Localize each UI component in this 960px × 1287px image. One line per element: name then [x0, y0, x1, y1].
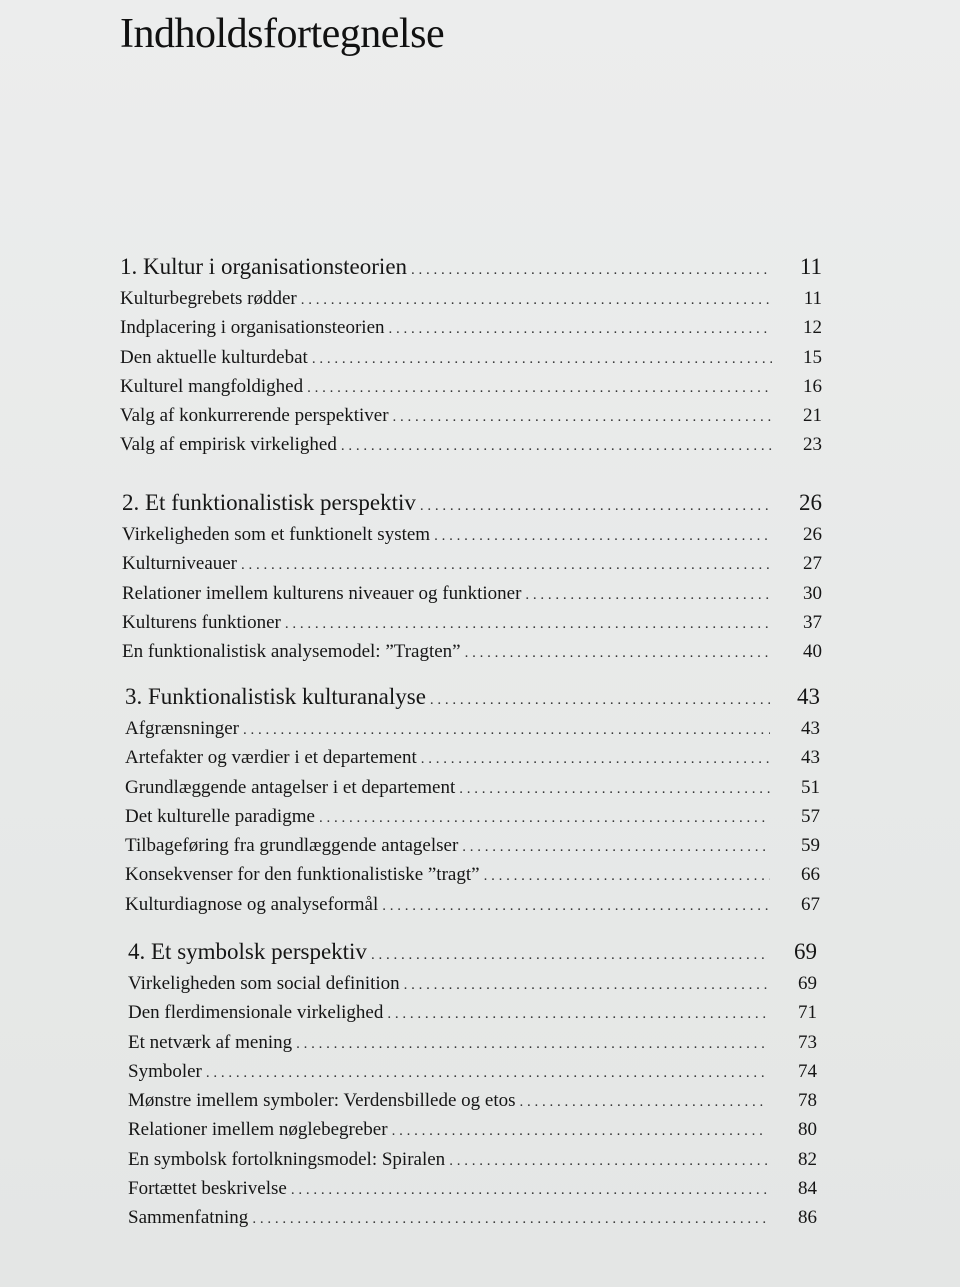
- page-number: 30: [803, 582, 822, 604]
- dot-leader: [520, 1094, 768, 1111]
- dot-leader: [411, 262, 772, 279]
- toc-entry: [128, 1002, 817, 1031]
- dot-leader: [387, 1006, 767, 1023]
- dot-leader: [296, 1036, 767, 1053]
- dot-leader: [404, 977, 767, 994]
- dot-leader: [484, 868, 770, 885]
- dot-leader: [449, 1153, 767, 1170]
- toc-entry: [125, 864, 820, 893]
- entry-title: Det kulturelle paradigme: [125, 805, 315, 827]
- entry-title: Relationer imellem kulturens niveauer og funktioner: [122, 582, 522, 604]
- entry-title: Kulturbegrebets rødder: [120, 288, 297, 309]
- toc-entry: [128, 1032, 817, 1061]
- page-number: 27: [803, 553, 822, 575]
- entry-title: Relationer imellem nøglebegreber: [128, 1119, 388, 1141]
- toc-entry: [122, 641, 822, 670]
- toc-entry: [120, 317, 822, 346]
- page-number: 59: [801, 835, 820, 857]
- dot-leader: [291, 1182, 767, 1199]
- page-number: 16: [803, 375, 822, 397]
- entry-title: Valg af empirisk virkelighed: [120, 434, 337, 456]
- chapter-section: [120, 254, 822, 464]
- chapter-heading: [128, 939, 817, 973]
- entry-title: 4. Et symbolsk perspektiv: [128, 939, 367, 964]
- dot-leader: [382, 898, 770, 915]
- toc-entry: [120, 288, 822, 317]
- page-number: 78: [798, 1090, 817, 1112]
- page-number: 11: [799, 254, 822, 279]
- chapter-heading: [122, 490, 822, 524]
- entry-title: Fortættet beskrivelse: [128, 1178, 287, 1200]
- dot-leader: [307, 380, 772, 397]
- toc-entry: [128, 1207, 817, 1236]
- entry-title: Kulturdiagnose og analyseformål: [125, 893, 379, 915]
- toc-entry: [120, 405, 822, 434]
- toc-entry: [122, 583, 822, 612]
- page-number: 37: [803, 611, 822, 633]
- entry-title: Kulturniveauer: [122, 553, 238, 575]
- toc-entry: [125, 777, 820, 806]
- entry-title: Mønstre imellem symboler: Verdensbillede og etos: [128, 1090, 516, 1112]
- toc-entry: [128, 1149, 817, 1178]
- page-number: 23: [803, 434, 822, 456]
- entry-title: Afgrænsninger: [125, 718, 239, 739]
- dot-leader: [459, 781, 770, 798]
- dot-leader: [420, 498, 772, 515]
- page-number: 74: [798, 1060, 817, 1082]
- toc-entry: [128, 973, 817, 1002]
- page-number: 12: [803, 317, 822, 339]
- toc-entry: [120, 434, 822, 463]
- toc-entry: [128, 1178, 817, 1207]
- toc-entry: [128, 1090, 817, 1119]
- page-title: Indholdsfortegnelse: [120, 11, 445, 57]
- entry-title: Virkeligheden som et funktionelt system: [122, 524, 431, 545]
- dot-leader: [319, 810, 770, 827]
- page-number: 67: [801, 893, 820, 915]
- entry-title: 2. Et funktionalistisk perspektiv: [122, 490, 416, 515]
- page-number: 43: [801, 718, 820, 739]
- entry-title: 3. Funktionalistisk kulturanalyse: [125, 684, 426, 709]
- entry-title: Indplacering i organisationsteorien: [120, 317, 385, 339]
- toc-entry: [125, 718, 820, 747]
- dot-leader: [341, 438, 772, 455]
- entry-title: Kulturel mangfoldighed: [120, 375, 304, 397]
- entry-title: En funktionalistisk analysemodel: ”Tragten”: [122, 641, 461, 663]
- entry-title: Et netværk af mening: [128, 1031, 293, 1053]
- page-number: 26: [803, 524, 822, 545]
- toc-entry: [122, 524, 822, 553]
- entry-title: Den flerdimensionale virkelighed: [128, 1002, 384, 1024]
- page-number: 86: [798, 1207, 817, 1229]
- toc-entry: [125, 835, 820, 864]
- chapter-heading: [125, 684, 820, 718]
- chapter-heading: [120, 254, 822, 288]
- dot-leader: [285, 616, 772, 633]
- chapter-section: [122, 490, 822, 670]
- dot-leader: [421, 751, 770, 768]
- toc-entry: [122, 553, 822, 582]
- page-number: 57: [801, 805, 820, 827]
- entry-title: Grundlæggende antagelser i et departement: [125, 776, 456, 798]
- chapter-section: [128, 939, 817, 1237]
- dot-leader: [465, 645, 772, 662]
- toc-entry: [125, 806, 820, 835]
- page-number: 21: [803, 405, 822, 427]
- entry-title: Den aktuelle kulturdebat: [120, 346, 308, 368]
- entry-title: Artefakter og værdier i et departement: [125, 747, 417, 769]
- entry-title: Kulturens funktioner: [122, 611, 281, 633]
- dot-leader: [462, 839, 770, 856]
- toc-entry: [128, 1061, 817, 1090]
- dot-leader: [252, 1211, 767, 1228]
- toc-entry: [120, 347, 822, 376]
- page-number: 84: [798, 1178, 817, 1200]
- page-number: 73: [798, 1031, 817, 1053]
- page-number: 51: [801, 776, 820, 798]
- toc-entry: [122, 612, 822, 641]
- dot-leader: [371, 947, 767, 964]
- dot-leader: [301, 292, 772, 309]
- page-number: 69: [794, 939, 817, 964]
- dot-leader: [525, 587, 772, 604]
- dot-leader: [206, 1065, 767, 1082]
- toc-entry: [125, 894, 820, 923]
- page-number: 26: [799, 490, 822, 515]
- dot-leader: [312, 351, 772, 368]
- dot-leader: [434, 528, 772, 545]
- toc-entry: [125, 747, 820, 776]
- chapter-section: [125, 684, 820, 923]
- entry-title: 1. Kultur i organisationsteorien: [120, 254, 408, 279]
- page-number: 69: [798, 973, 817, 994]
- entry-title: Virkeligheden som social definition: [128, 973, 400, 994]
- page-number: 80: [798, 1119, 817, 1141]
- dot-leader: [393, 409, 772, 426]
- page-number: 82: [798, 1148, 817, 1170]
- page-number: 43: [797, 684, 820, 709]
- page-number: 71: [798, 1002, 817, 1024]
- dot-leader: [430, 692, 770, 709]
- entry-title: Valg af konkurrerende perspektiver: [120, 405, 389, 427]
- page-number: 43: [801, 747, 820, 769]
- entry-title: Sammenfatning: [128, 1207, 249, 1229]
- entry-title: Konsekvenser for den funktionalistiske ”tragt”: [125, 864, 480, 886]
- page-number: 11: [803, 288, 822, 309]
- entry-title: Tilbageføring fra grundlæggende antagelser: [125, 835, 459, 857]
- toc-entry: [128, 1119, 817, 1148]
- entry-title: Symboler: [128, 1060, 202, 1082]
- toc-entry: [120, 376, 822, 405]
- dot-leader: [392, 1123, 767, 1140]
- page-number: 40: [803, 641, 822, 663]
- dot-leader: [241, 557, 772, 574]
- entry-title: En symbolsk fortolkningsmodel: Spiralen: [128, 1148, 446, 1170]
- page-number: 66: [801, 864, 820, 886]
- dot-leader: [389, 321, 772, 338]
- dot-leader: [243, 722, 770, 739]
- page-number: 15: [803, 346, 822, 368]
